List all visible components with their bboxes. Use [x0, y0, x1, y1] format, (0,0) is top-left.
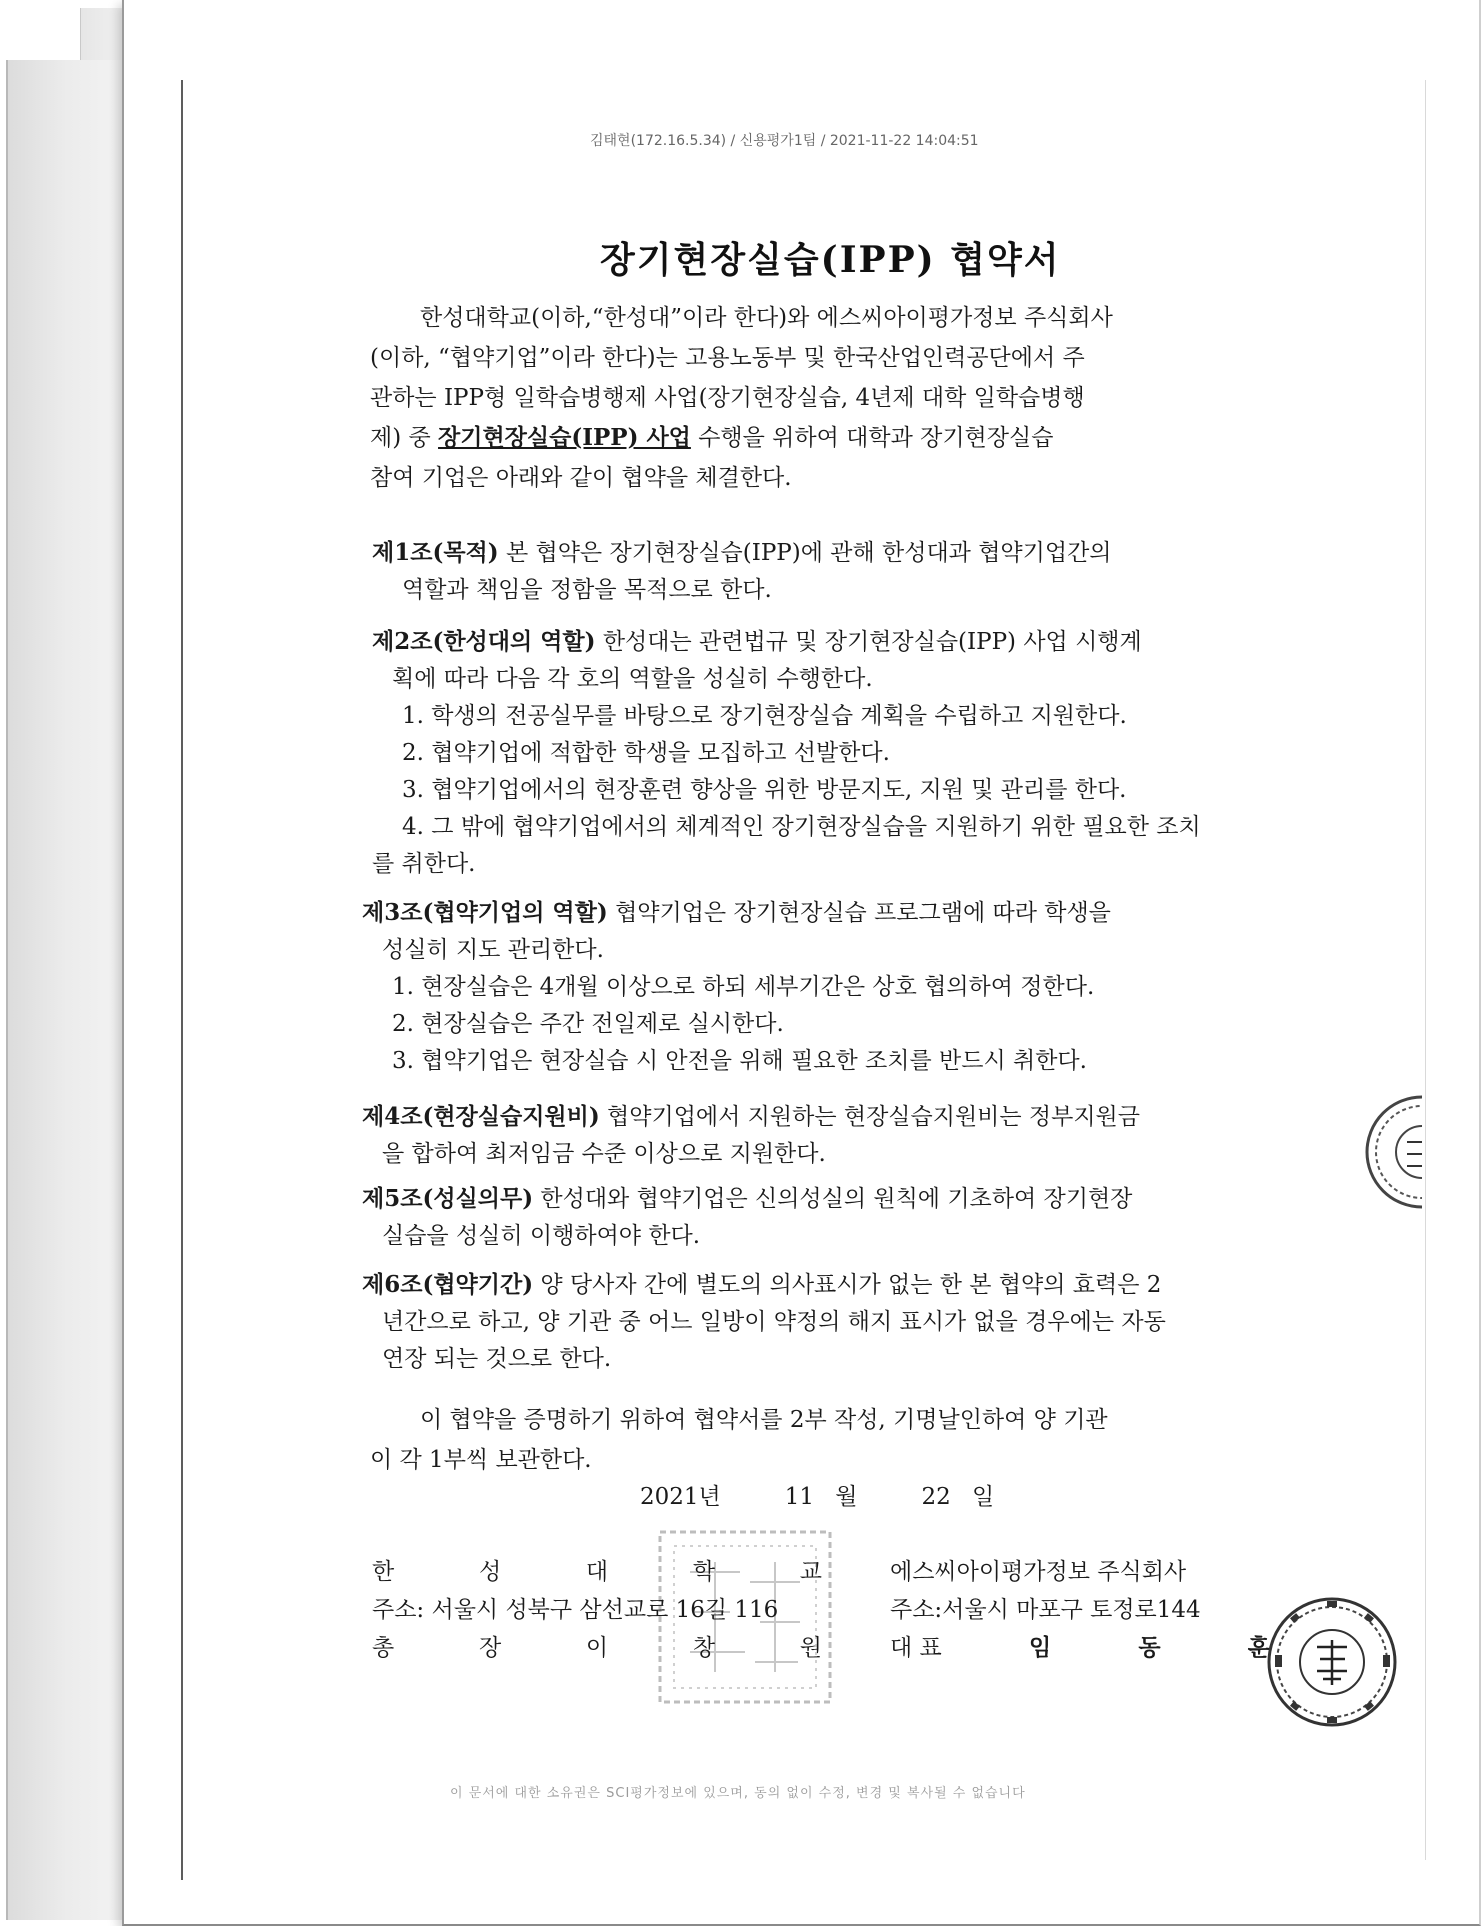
article-line: 을 합하여 최저임금 수준 이상으로 지원한다.	[382, 1141, 826, 1167]
article-6	[362, 1266, 1166, 1378]
rep-char: 이	[585, 1635, 609, 1661]
article-heading: 제1조(목적)	[372, 539, 499, 566]
article-text: 협약기업은 장기현장실습 프로그램에 따라 학생을	[615, 900, 1111, 926]
document-title: 장기현장실습(IPP) 협약서	[600, 239, 1061, 281]
download-stamp: 김태현(172.16.5.34) / 신용평가1팀 / 2021-11-22 14:04:51	[590, 133, 979, 149]
preamble-line: 한성대학교(이하,“한성대”이라 한다)와 에스씨아이평가정보 주식회사	[420, 305, 1113, 331]
name-char: 교	[799, 1559, 822, 1585]
article-line: 역할과 책임을 정함을 목적으로 한다.	[402, 577, 772, 603]
date-year: 2021년	[640, 1484, 721, 1510]
article-line: 획에 따라 다음 각 호의 역할을 성실히 수행한다.	[392, 666, 873, 692]
company-seal-stamp	[1265, 1595, 1400, 1730]
company-signature-block	[890, 1553, 1270, 1667]
article-item: 2. 현장실습은 주간 전일제로 실시한다.	[392, 1011, 784, 1037]
rep-name-char: 동	[1138, 1634, 1161, 1661]
rep-char: 장	[478, 1635, 502, 1661]
rep-name-char: 임	[1028, 1634, 1052, 1661]
university-signature-block	[372, 1553, 822, 1667]
name-char: 한	[372, 1559, 395, 1585]
university-representative-row	[372, 1629, 822, 1667]
article-line: 성실히 지도 관리한다.	[382, 937, 604, 963]
date-day: 22 일	[921, 1484, 995, 1510]
name-char: 대	[585, 1559, 609, 1585]
name-char: 학	[692, 1559, 716, 1585]
article-5	[362, 1180, 1132, 1255]
preamble-text: 제) 중	[370, 425, 439, 451]
article-line	[362, 1266, 1166, 1304]
interleaf-seal-stamp	[1362, 1092, 1422, 1212]
article-text: 양 당사자 간에 별도의 의사표시가 없는 한 본 협약의 효력은 2	[540, 1272, 1162, 1298]
article-line: 년간으로 하고, 양 기관 중 어느 일방이 약정의 해지 표시가 없을 경우에는 자동	[382, 1309, 1166, 1335]
article-line: 연장 되는 것으로 한다.	[382, 1346, 612, 1372]
article-item: 1. 현장실습은 4개월 이상으로 하되 세부기간은 상호 협의하여 정한다.	[392, 974, 1095, 1000]
article-line	[362, 894, 1111, 932]
rep-name-char: 훈	[1247, 1634, 1270, 1661]
article-4	[362, 1098, 1140, 1173]
article-text: 한성대와 협약기업은 신의성실의 원칙에 기초하여 장기현장	[540, 1186, 1133, 1212]
article-3	[362, 894, 1111, 1080]
ownership-notice: 이 문서에 대한 소유권은 SCI평가정보에 있으며, 동의 없이 수정, 변경 및 복사될 수 없습니다	[450, 1786, 1026, 1801]
company-address: 주소:서울시 마포구 토정로144	[890, 1597, 1201, 1623]
article-line: 실습을 성실히 이행하여야 한다.	[382, 1223, 701, 1249]
date-month: 11 월	[784, 1484, 858, 1510]
article-item: 를 취한다.	[372, 851, 476, 877]
article-item: 4. 그 밖에 협약기업에서의 체계적인 장기현장실습을 지원하기 위한 필요한 조치	[402, 814, 1201, 840]
preamble	[370, 298, 1250, 498]
preamble-line: 관하는 IPP형 일학습병행제 사업(장기현장실습, 4년제 대학 일학습병행	[370, 385, 1085, 411]
article-item: 3. 협약기업에서의 현장훈련 향상을 위한 방문지도, 지원 및 관리를 한다.	[402, 777, 1127, 803]
closing-line: 이 각 1부씩 보관한다.	[370, 1447, 592, 1473]
preamble-line	[370, 418, 1250, 458]
article-text: 한성대는 관련법규 및 장기현장실습(IPP) 사업 시행계	[602, 629, 1142, 655]
article-line	[372, 534, 1112, 572]
article-heading: 제5조(성실의무)	[362, 1185, 534, 1212]
company-representative-row	[890, 1629, 1270, 1667]
article-text: 협약기업에서 지원하는 현장실습지원비는 정부지원금	[607, 1104, 1140, 1130]
company-name: 에스씨아이평가정보 주식회사	[890, 1559, 1187, 1585]
article-heading: 제3조(협약기업의 역할)	[362, 899, 608, 926]
rep-title: 대 표	[890, 1635, 942, 1661]
emphasized-program-name: 장기현장실습(IPP) 사업	[438, 424, 691, 451]
article-heading: 제2조(한성대의 역할)	[372, 628, 596, 655]
article-2	[372, 623, 1201, 883]
article-item: 3. 협약기업은 현장실습 시 안전을 위해 필요한 조치를 반드시 취한다.	[392, 1048, 1087, 1074]
article-line	[362, 1180, 1132, 1218]
article-text: 본 협약은 장기현장실습(IPP)에 관해 한성대과 협약기업간의	[505, 540, 1112, 566]
article-1	[372, 534, 1112, 609]
article-item: 2. 협약기업에 적합한 학생을 모집하고 선발한다.	[402, 740, 890, 766]
article-heading: 제4조(현장실습지원비)	[362, 1103, 600, 1130]
article-heading: 제6조(협약기간)	[362, 1271, 534, 1298]
closing-statement	[370, 1400, 1108, 1480]
preamble-line: (이하, “협약기업”이라 한다)는 고용노동부 및 한국산업인력공단에서 주	[370, 345, 1085, 371]
article-item: 1. 학생의 전공실무를 바탕으로 장기현장실습 계획을 수립하고 지원한다.	[402, 703, 1127, 729]
preamble-text: 수행을 위하여 대학과 장기현장실습	[690, 425, 1054, 451]
signing-date	[640, 1478, 994, 1511]
article-line	[372, 623, 1201, 661]
article-line	[362, 1098, 1140, 1136]
name-char: 성	[478, 1559, 502, 1585]
preamble-line: 참여 기업은 아래와 같이 협약을 체결한다.	[370, 465, 792, 491]
scan-border-right	[1425, 80, 1426, 1860]
rep-char: 창	[692, 1635, 716, 1661]
university-address: 주소: 서울시 성북구 삼선교로 16길 116	[372, 1597, 779, 1623]
rep-char: 원	[799, 1635, 822, 1661]
university-name-row	[372, 1553, 822, 1591]
scan-border-left	[181, 80, 183, 1880]
closing-line: 이 협약을 증명하기 위하여 협약서를 2부 작성, 기명날인하여 양 기관	[420, 1407, 1108, 1433]
rep-char: 총	[372, 1635, 395, 1661]
